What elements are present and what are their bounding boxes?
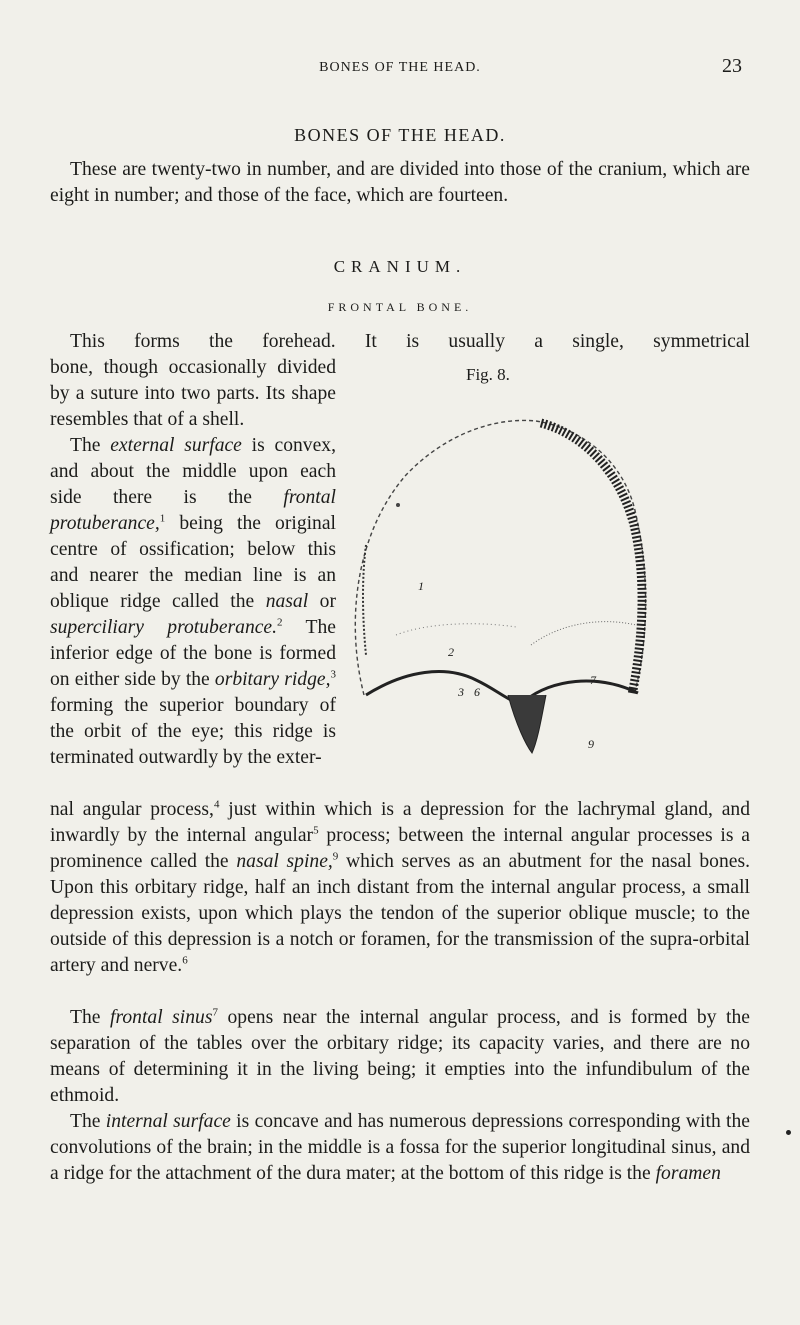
figure-number-2: 2	[448, 645, 454, 659]
frontal-bone-figure	[336, 355, 666, 755]
external-surface-paragraph: The external surface is convex, and about the middle upon each side there is the frontal protuberance,$^1$ being the original centre of ossification; below this and nearer the median line is an oblique ridge called the nasal or superciliary protuberance.$^2$ The inferior edge of the bone is formed on either side by the orbitary ridge,$^3$ forming the superior boundary of the orbit of the eye; this ridge is terminated outwardly by the exter-	[50, 435, 336, 768]
frontal-lead-line: This forms the forehead. It is usually a single, symmetrical	[70, 331, 750, 352]
cranium-heading: CRANIUM.	[333, 257, 467, 276]
margin-mark	[786, 1130, 791, 1135]
internal-surface-paragraph: The internal surface is concave and has numerous depressions corresponding with the convolutions of the brain; in the middle is a fossa for the superior longitudinal sinus, and a ridge for the attachment of the dura mater; at the bottom of this ridge is the foramen	[50, 1111, 750, 1184]
figure-number-6: 6	[474, 685, 480, 699]
page-number: 23	[722, 55, 742, 77]
figure-number-9: 9	[588, 737, 594, 751]
frontal-sinus-paragraph: The frontal sinus$^7$ opens near the internal angular process, and is formed by the separation of the tables over the orbitary ridge; its capacity varies, and there are no means of determining it in the living being; it empties into the infundibulum of the ethmoid.	[50, 1006, 750, 1106]
external-surface-continuation: nal angular process,$^4$ just within which is a depression for the lachrymal gland, and inwardly by the internal angular$^5$ process; between the internal angular processes is a prominence called the nasal spine,$^9$ which serves as an abutment for the nasal bones. Upon this orbitary ridge, half an inch distant from the internal angular process, a small depression exists, upon which plays the tendon of the superior oblique muscle; to the outside of this depression is a notch or foramen, for the transmission of the supra-orbital artery and nerve.$^6$	[50, 798, 750, 976]
running-head	[0, 55, 800, 84]
figure-number-7: 7	[590, 673, 596, 687]
running-title: BONES OF THE HEAD.	[319, 60, 481, 75]
figure-number-3: 3	[458, 685, 464, 699]
frontal-description: bone, though occasionally divided by a suture into two parts. Its shape resembles that of a shell.	[50, 357, 336, 430]
figure-label: Fig. 8.	[466, 365, 510, 384]
frontal-bone-heading: FRONTAL BONE.	[327, 300, 473, 314]
intro-paragraph: These are twenty-two in number, and are divided into those of the cranium, which are eight in number; and those of the face, which are fourteen.	[50, 159, 750, 206]
section-title: BONES OF THE HEAD.	[294, 125, 506, 145]
frontal-bone-illustration	[336, 395, 666, 755]
figure-number-1: 1	[418, 579, 424, 593]
